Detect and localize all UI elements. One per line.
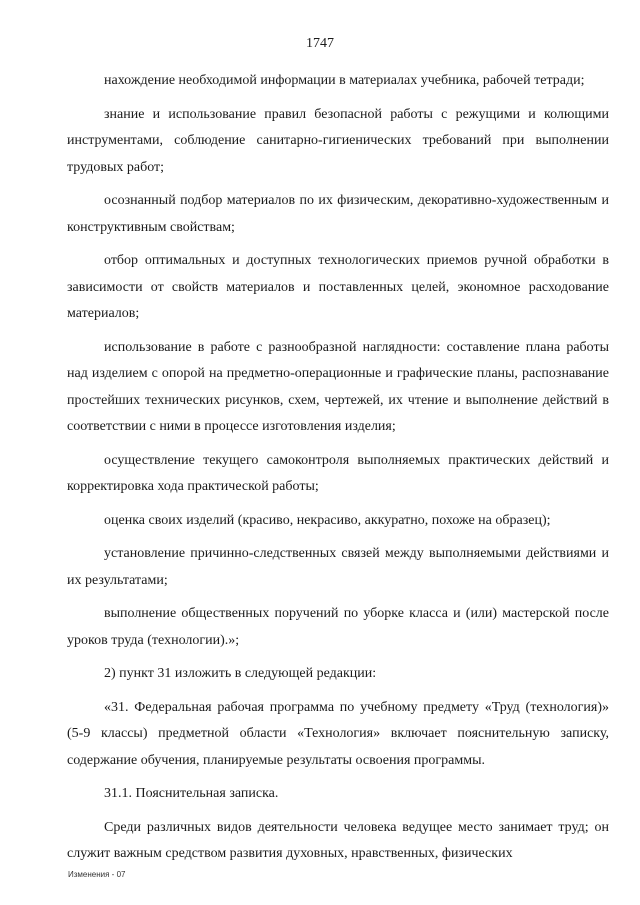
page-number: 1747 xyxy=(306,36,334,51)
paragraph: установление причинно-следственных связей между выполняемыми действиями и их результатами; xyxy=(67,546,609,588)
section-heading: 31.1. Пояснительная записка. xyxy=(104,786,279,801)
paragraph: отбор оптимальных и доступных технологических приемов ручной обработки в зависимости от свойств материалов и поставленных целей, экономное расходование материалов; xyxy=(67,253,609,321)
paragraph: оценка своих изделий (красиво, некрасиво, аккуратно, похоже на образец); xyxy=(104,512,551,528)
footer-note: Изменения - 07 xyxy=(68,870,126,879)
paragraph: осуществление текущего самоконтроля выполняемых практических действий и корректировка хода практической работы; xyxy=(67,452,609,494)
paragraph: знание и использование правил безопасной работы с режущими и колющими инструментами, соблюдение санитарно-гигиенических требований при выполнении трудовых работ; xyxy=(67,106,609,175)
paragraph: «31. Федеральная рабочая программа по учебному предмету «Труд (технология)» (5-9 классы) предметной области «Технология» включает пояснительную записку, содержание обучения, планируемые результаты освоения программы. xyxy=(67,699,609,768)
paragraph: Среди различных видов деятельности человека ведущее место занимает труд; он служит важным средством развития духовных, нравственных, физических xyxy=(67,819,609,861)
paragraph: использование в работе с разнообразной наглядности: составление плана работы над изделием с опорой на предметно-операционные и графические планы, распознавание простейших технических рисунков, схем, чертежей, их чтение и выполнение действий в соответствии с ними в процессе изготовления изделия; xyxy=(67,339,609,434)
paragraph: осознанный подбор материалов по их физическим, декоративно-художественным и конструктивным свойствам; xyxy=(67,193,609,235)
paragraph: 2) пункт 31 изложить в следующей редакции: xyxy=(104,666,377,681)
paragraph: нахождение необходимой информации в материалах учебника, рабочей тетради; xyxy=(104,73,585,88)
paragraph: выполнение общественных поручений по уборке класса и (или) мастерской после уроков труда (технологии).»; xyxy=(67,606,609,648)
document-body xyxy=(67,68,609,875)
